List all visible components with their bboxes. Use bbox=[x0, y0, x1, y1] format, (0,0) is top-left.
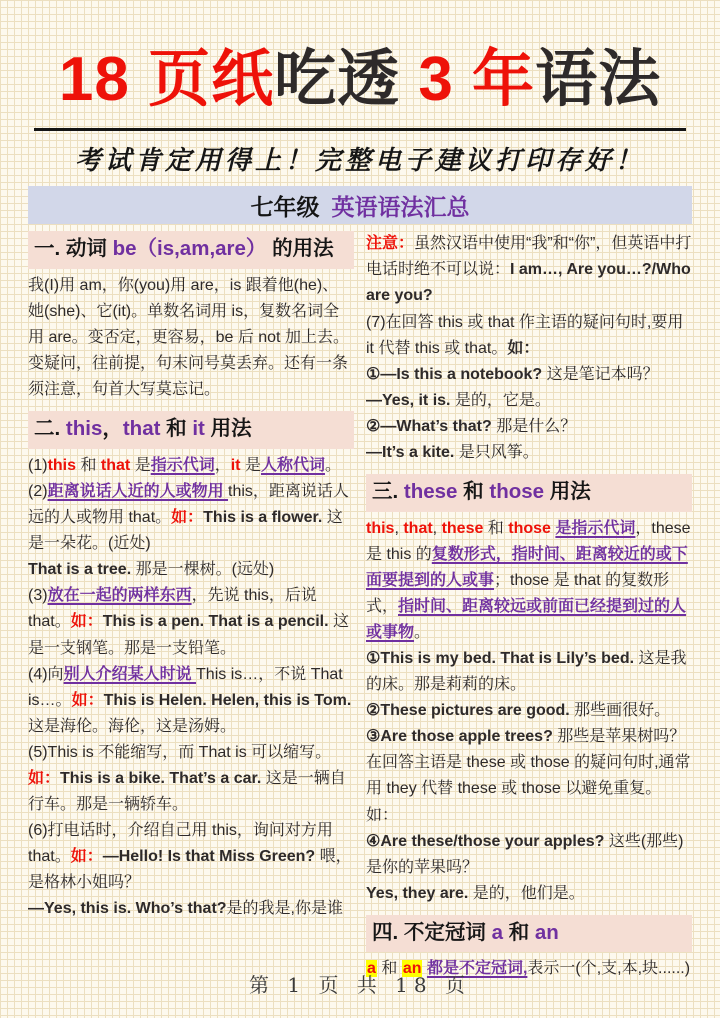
text-segment: ， bbox=[214, 456, 231, 474]
paragraph bbox=[366, 724, 692, 828]
text-segment: 。 bbox=[414, 623, 431, 641]
text-segment: it bbox=[192, 417, 205, 441]
text-segment: This is a flower. bbox=[203, 509, 323, 527]
text-segment: 四. 不定冠词 bbox=[372, 920, 492, 944]
text-segment: 注意： bbox=[366, 235, 415, 253]
text-segment: 那是什么？ bbox=[491, 417, 577, 435]
text-segment: that bbox=[100, 456, 131, 474]
text-segment: 三. bbox=[372, 480, 404, 503]
text-segment: (7)在回答 this 或 that 作主语的疑问句时,要用 it 代替 this 或 that。 bbox=[366, 313, 684, 357]
text-segment: 这是我的床。那是莉莉的床。 bbox=[366, 650, 687, 694]
text-segment: 这是笔记本吗？ bbox=[542, 365, 659, 383]
text-segment: ②These pictures are good. bbox=[366, 702, 570, 720]
text-segment: This is Helen. Helen, this is Tom. bbox=[103, 691, 352, 709]
text-segment: 3 年 bbox=[400, 45, 536, 114]
text-segment: that bbox=[403, 519, 433, 537]
paragraph bbox=[366, 310, 692, 362]
text-segment: 和 bbox=[503, 920, 535, 944]
text-segment: 是 bbox=[240, 456, 261, 474]
text-segment: 是的，它是。 bbox=[450, 391, 551, 409]
text-segment: This is a bike. That’s a car. bbox=[60, 769, 262, 787]
text-segment: those bbox=[508, 519, 551, 537]
text-segment: 我(I)用 am，你(you)用 are，is 跟着他(he)、她(she)、它(it)。单数名词用 is，复数名词全用 are。变否定，更容易，be 后 not 加上去。变疑问，往前提，句末问号莫丢弃。还有一条须注意，句首大写莫忘记。 bbox=[28, 276, 349, 399]
text-segment: 和 bbox=[376, 960, 402, 978]
text-segment: 一. 动词 bbox=[34, 237, 113, 261]
text-segment: (3) bbox=[28, 587, 48, 605]
paragraph bbox=[28, 273, 354, 403]
text-segment: 是的我是,你是谁 bbox=[226, 900, 343, 918]
text-segment: That is a tree. bbox=[28, 561, 132, 579]
text-segment: this bbox=[47, 456, 77, 474]
text-segment: 的用法 bbox=[266, 237, 334, 261]
paragraph bbox=[366, 388, 692, 414]
text-segment: —Yes, this is. Who’s that? bbox=[28, 900, 227, 918]
text-segment: —Yes, it is. bbox=[366, 391, 451, 409]
text-segment: 如： bbox=[507, 339, 540, 357]
text-segment: 这是海伦。海伦，这是汤姆。 bbox=[28, 717, 237, 735]
text-segment: this bbox=[65, 417, 103, 441]
page-title bbox=[0, 44, 720, 115]
paragraph bbox=[366, 881, 692, 907]
paragraph bbox=[28, 583, 354, 661]
text-segment: 这是一朵花。(近处) bbox=[28, 509, 343, 553]
paragraph bbox=[28, 740, 354, 818]
section-heading bbox=[366, 474, 692, 512]
text-segment: 放在一起的两样东西 bbox=[47, 587, 192, 605]
text-segment: , bbox=[432, 519, 442, 537]
paragraph bbox=[28, 896, 354, 922]
text-segment: 。 bbox=[324, 456, 341, 474]
text-segment: —Hello! Is that Miss Green? bbox=[102, 848, 316, 866]
text-segment: a bbox=[367, 960, 376, 978]
text-segment: I am…, Are you…?/Who are you? bbox=[366, 261, 691, 305]
left-column bbox=[28, 231, 354, 982]
banner-title-label: 英语语法汇总 bbox=[331, 193, 470, 220]
text-segment: 这些(那些)是你的苹果吗？ bbox=[366, 832, 684, 876]
text-segment: (1) bbox=[28, 456, 48, 474]
paragraph bbox=[28, 453, 354, 479]
text-segment: 表示一(个,支,本,块......) bbox=[527, 960, 691, 978]
text-segment: ；those 是 that 的复数形式， bbox=[366, 571, 670, 615]
text-segment: (5)This is 不能缩写，而 That is 可以缩写。 bbox=[28, 743, 332, 761]
text-segment: ①This is my bed. That is Lily’s bed. bbox=[366, 650, 635, 668]
text-segment: 这是一支钢笔。那是一支铅笔。 bbox=[28, 613, 350, 657]
text-segment: 是指示代词 bbox=[555, 519, 636, 537]
text-segment: this，距离说话人远的人或物用 that。 bbox=[28, 483, 349, 527]
text-segment: 别人介绍某人时说 bbox=[63, 665, 197, 683]
text-segment: 人称代词 bbox=[260, 456, 325, 474]
text-segment: ， bbox=[102, 417, 123, 441]
text-segment: 18 页纸 bbox=[58, 45, 275, 114]
paragraph bbox=[366, 646, 692, 698]
text-segment: 和 bbox=[76, 456, 101, 474]
text-segment: 那是一棵树。(远处) bbox=[131, 561, 275, 579]
text-segment: ②—What’s that? bbox=[366, 417, 492, 435]
paragraph bbox=[366, 362, 692, 388]
subtitle-handwritten: 考试肯定用得上！完整电子建议打印存好！ bbox=[74, 146, 645, 177]
text-segment: 距离说话人近的人或物用 bbox=[47, 483, 229, 501]
text-segment: 复数形式，指时间、距离较近的或下面要提到的人或事 bbox=[366, 545, 688, 589]
paragraph bbox=[28, 662, 354, 740]
text-segment: , bbox=[394, 519, 404, 537]
text-segment: 如： bbox=[28, 769, 61, 787]
text-segment: it bbox=[230, 456, 241, 474]
paragraph bbox=[366, 440, 692, 466]
text-segment: (2) bbox=[28, 483, 48, 501]
text-segment: ③Are those apple trees? bbox=[366, 728, 553, 746]
text-segment: ①—Is this a notebook? bbox=[366, 365, 543, 383]
text-segment: ④Are these/those your apples? bbox=[366, 832, 605, 850]
text-segment: 指时间、距离较远或前面已经提到过的人或事物 bbox=[366, 597, 687, 641]
text-segment: 和 bbox=[160, 417, 193, 441]
text-segment: Yes, they are. bbox=[366, 884, 469, 902]
section-heading bbox=[28, 231, 354, 269]
paragraph bbox=[366, 414, 692, 440]
text-segment: 指示代词 bbox=[150, 456, 215, 474]
paragraph bbox=[366, 231, 692, 309]
text-segment: 和 bbox=[483, 519, 509, 537]
text-segment: This is…，不说 That is…。 bbox=[28, 665, 343, 709]
section-heading bbox=[28, 411, 354, 449]
text-segment: 语法 bbox=[535, 45, 662, 114]
text-segment: 如： bbox=[171, 509, 204, 527]
paragraph bbox=[28, 479, 354, 557]
page-number-footer: 第 1 页 共 18 页 bbox=[249, 973, 471, 997]
text-segment: an bbox=[402, 960, 422, 978]
text-segment: 吃透 bbox=[274, 45, 401, 114]
text-segment: 如： bbox=[70, 848, 103, 866]
text-segment: these bbox=[441, 519, 484, 537]
text-segment: 如： bbox=[71, 691, 104, 709]
text-segment: 喂，是格林小姐吗？ bbox=[28, 848, 352, 892]
text-segment: 二. bbox=[34, 417, 66, 441]
text-segment: these bbox=[403, 480, 458, 503]
text-segment: be（is,am,are） bbox=[112, 237, 267, 261]
text-segment: an bbox=[534, 920, 559, 944]
text-segment: —It’s a kite. bbox=[366, 443, 455, 461]
grade-banner bbox=[28, 186, 692, 224]
text-segment: 和 bbox=[457, 480, 490, 503]
paragraph bbox=[366, 698, 692, 724]
paragraph bbox=[28, 557, 354, 583]
content-columns bbox=[0, 231, 720, 982]
text-segment: 是 bbox=[130, 456, 151, 474]
text-segment: those bbox=[489, 480, 545, 503]
paragraph bbox=[366, 516, 692, 646]
paragraph bbox=[28, 818, 354, 896]
text-segment: This is a pen. That is a pencil. bbox=[102, 613, 329, 631]
text-segment: 那些是苹果树吗？在回答主语是 these 或 those 的疑问句时,通常用 they 代替 these 或 those 以避免重复。如： bbox=[366, 728, 691, 824]
text-segment: 用法 bbox=[204, 417, 252, 441]
text-segment: 那些画很好。 bbox=[569, 702, 671, 720]
text-segment: (4)向 bbox=[28, 665, 64, 683]
text-segment: ，先说 this，后说 that。 bbox=[28, 587, 317, 631]
text-segment: a bbox=[491, 920, 503, 944]
text-segment: 虽然汉语中使用“我”和“你”，但英语中打电话时绝不可以说： bbox=[366, 235, 692, 279]
text-segment: that bbox=[122, 417, 161, 441]
banner-grade-label: 七年级 bbox=[250, 193, 320, 220]
section-heading bbox=[366, 915, 692, 953]
text-segment: (6)打电话时，介绍自己用 this，询问对方用 that。 bbox=[28, 822, 333, 866]
text-segment: this bbox=[366, 519, 395, 537]
right-column bbox=[366, 231, 692, 982]
text-segment: 用法 bbox=[544, 480, 591, 503]
paragraph bbox=[366, 829, 692, 881]
text-segment: 是的，他们是。 bbox=[468, 884, 585, 902]
text-segment: ，these 是 this 的 bbox=[366, 519, 691, 563]
title-underline bbox=[34, 128, 686, 131]
text-segment: 是只风筝。 bbox=[454, 443, 539, 461]
text-segment: 如： bbox=[70, 613, 103, 631]
text-segment: 都是不定冠词, bbox=[426, 960, 528, 978]
text-segment: 这是一辆自行车。那是一辆轿车。 bbox=[28, 769, 346, 813]
